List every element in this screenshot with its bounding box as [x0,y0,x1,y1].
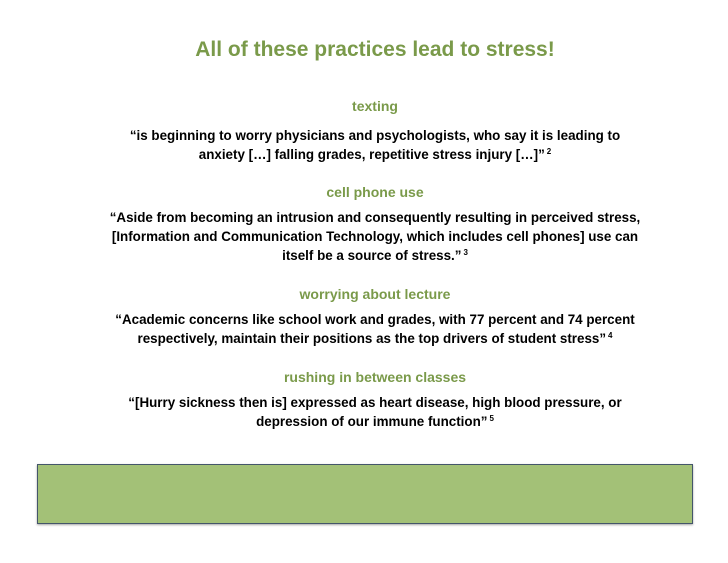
quote [0,310,728,348]
quote-line: “Academic concerns like school work and grades, with 77 percent and 74 percent [115,312,635,327]
section-heading: rushing in between classes [283,369,467,385]
green-footer-box [37,464,693,524]
quote-line-text: itself be a source of stress.” [282,248,462,263]
quote-line-last [0,329,728,348]
quote-line-last [0,145,728,164]
section-heading: texting [352,98,398,114]
quote-line: [Information and Communication Technology, which includes cell phones] use can [111,229,639,244]
section-texting [0,97,728,164]
quote [0,393,728,431]
section-heading: cell phone use [326,184,424,200]
quote-line: “Aside from becoming an intrusion and consequently resulting in perceived stress, [109,210,641,225]
footnote-ref: 3 [463,247,468,257]
quote-line-last [0,246,728,265]
footnote-ref: 2 [546,146,552,156]
section-worrying-about-lecture [0,285,728,348]
quote-line-last [0,412,728,431]
quote [0,208,728,265]
footnote-ref: 5 [489,413,494,423]
quote-line-text: respectively, maintain their positions as the top drivers of student stress” [137,331,607,346]
section-rushing-between-classes [0,368,728,431]
section-cell-phone-use [0,183,728,265]
footnote-ref: 4 [608,330,613,340]
quote-line-text: anxiety […] falling grades, repetitive stress injury […]” [198,147,545,162]
quote-line: “is beginning to worry physicians and psychologists, who say it is leading to [129,128,621,143]
quote-line: “[Hurry sickness then is] expressed as heart disease, high blood pressure, or [128,395,622,410]
quote-line-text: depression of our immune function” [256,414,488,429]
quote [0,126,728,164]
slide-title: All of these practices lead to stress! [195,38,555,61]
section-heading: worrying about lecture [299,286,451,302]
